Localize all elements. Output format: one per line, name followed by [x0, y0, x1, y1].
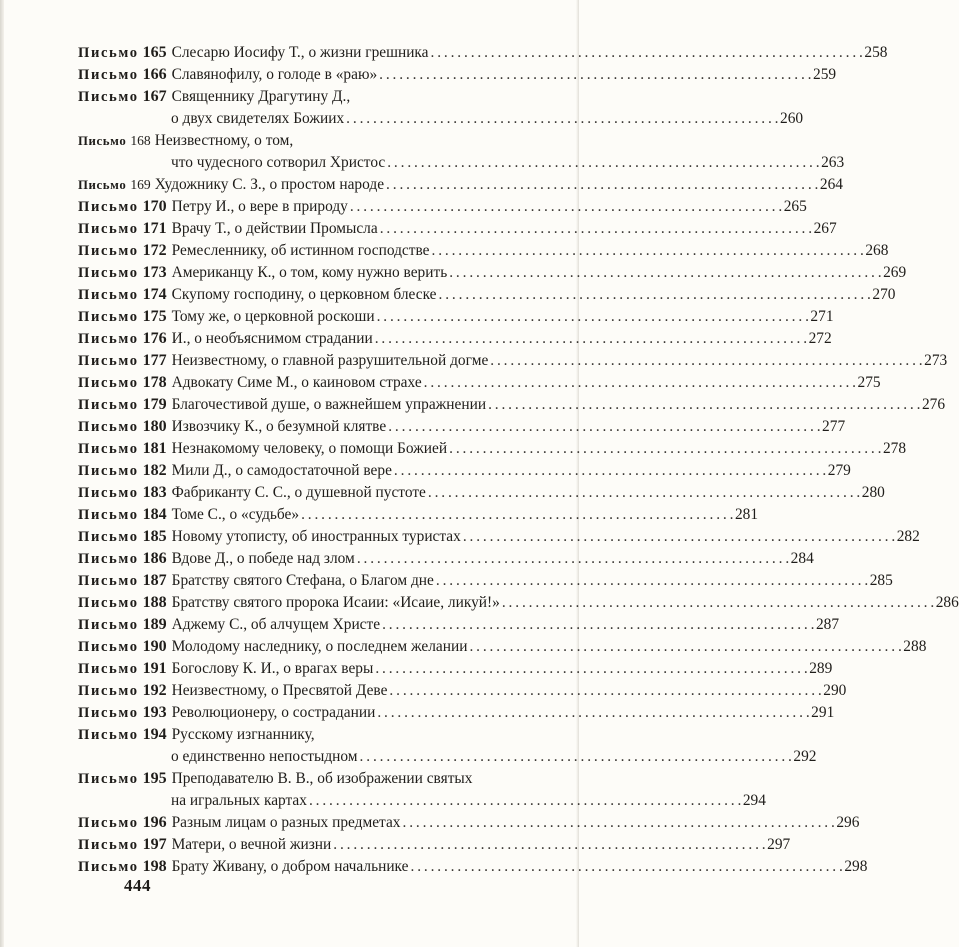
toc-line	[78, 394, 946, 416]
dot-leader	[387, 152, 819, 174]
entry-title: Русскому изгнаннику,	[171, 726, 315, 743]
entry-title: Томе С., о «судьбе»	[171, 506, 300, 523]
entry-number: 169	[130, 177, 151, 192]
dot-leader	[449, 262, 881, 284]
entry-title: Разным лицам о разных предметах	[171, 814, 401, 831]
toc-line	[78, 570, 893, 592]
toc-line	[78, 64, 837, 86]
entry-number: 177	[142, 352, 167, 369]
entry-page: 273	[924, 352, 948, 369]
toc-entry[interactable]	[78, 284, 896, 306]
entry-title: Аджему С., об алчущем Христе	[171, 616, 381, 633]
entry-title: Извозчику К., о безумной клятве	[171, 418, 387, 435]
dot-leader	[388, 416, 820, 438]
entry-page: 289	[809, 660, 833, 677]
dot-leader	[375, 658, 807, 680]
entry-number: 172	[142, 242, 167, 259]
toc-entry[interactable]	[78, 768, 766, 812]
dot-leader	[431, 42, 863, 64]
toc-entry[interactable]	[78, 86, 804, 130]
entry-page: 297	[767, 836, 791, 853]
entry-page: 263	[821, 154, 845, 171]
toc-entry[interactable]	[78, 636, 927, 658]
toc-line	[78, 658, 833, 680]
entry-label: Письмо	[78, 661, 139, 677]
toc-entry[interactable]	[78, 658, 833, 680]
entry-label: Письмо	[78, 221, 139, 237]
toc-entry[interactable]	[78, 64, 837, 86]
dot-leader	[449, 438, 881, 460]
entry-page: 291	[811, 704, 835, 721]
entry-number: 167	[142, 88, 167, 105]
entry-title: Славянофилу, о голоде в «раю»	[171, 66, 378, 83]
entry-number: 192	[142, 682, 167, 699]
toc-line	[78, 724, 524, 746]
toc-entry[interactable]	[78, 130, 845, 174]
toc-line	[78, 856, 868, 878]
dot-leader	[360, 746, 792, 768]
entry-page: 288	[903, 638, 927, 655]
toc-entry[interactable]	[78, 504, 759, 526]
entry-page: 260	[780, 110, 804, 127]
entry-label: Письмо	[78, 243, 139, 259]
toc-line	[78, 790, 766, 812]
entry-page: 286	[935, 594, 959, 611]
entry-label: Письмо	[78, 419, 139, 435]
toc-line	[78, 636, 927, 658]
toc-entry[interactable]	[78, 614, 840, 636]
entry-title: Ремесленнику, об истинном господстве	[171, 242, 430, 259]
entry-label: Письмо	[78, 771, 139, 787]
entry-title: о двух свидетелях Божиих	[171, 110, 345, 127]
entry-label: Письмо	[78, 89, 139, 105]
entry-number: 184	[142, 506, 167, 523]
toc-line	[78, 768, 524, 790]
dot-leader	[346, 108, 778, 130]
toc-line	[78, 416, 846, 438]
toc-line	[78, 196, 807, 218]
toc-entry[interactable]	[78, 482, 885, 504]
entry-number: 178	[142, 374, 167, 391]
entry-label: Письмо	[78, 287, 139, 303]
toc-entry[interactable]	[78, 394, 946, 416]
dot-leader	[469, 636, 901, 658]
entry-page: 276	[921, 396, 946, 413]
toc-line	[78, 614, 840, 636]
entry-number: 185	[142, 528, 167, 545]
entry-label: Письмо	[78, 463, 139, 479]
table-of-contents	[78, 42, 959, 878]
entry-label: Письмо	[78, 551, 139, 567]
entry-title: Слесарю Иосифу Т., о жизни грешника	[171, 44, 429, 61]
entry-title: на игральных картах	[171, 792, 307, 809]
entry-label: Письмо	[78, 727, 139, 743]
entry-number: 195	[142, 770, 167, 787]
toc-entry[interactable]	[78, 724, 817, 768]
entry-page: 258	[864, 44, 888, 61]
entry-page: 259	[813, 66, 837, 83]
dot-leader	[333, 834, 765, 856]
entry-number: 175	[142, 308, 167, 325]
dot-leader	[488, 394, 920, 416]
toc-entry[interactable]	[78, 42, 888, 64]
dot-leader	[463, 526, 895, 548]
toc-line	[78, 526, 920, 548]
toc-line	[78, 174, 843, 196]
entry-title: Благочестивой душе, о важнейшем упражнении	[171, 396, 487, 413]
entry-title: Священнику Драгутину Д.,	[171, 88, 351, 105]
entry-title: Новому утописту, об иностранных туристах	[171, 528, 461, 545]
entry-number: 188	[142, 594, 167, 611]
entry-number: 198	[142, 858, 167, 875]
dot-leader	[350, 196, 782, 218]
entry-title: Художнику С. З., о простом народе	[154, 176, 385, 193]
toc-entry[interactable]	[78, 196, 807, 218]
entry-title: Неизвестному, о главной разрушительной догме	[171, 352, 489, 369]
dot-leader	[379, 64, 811, 86]
toc-entry[interactable]	[78, 570, 893, 592]
entry-title: Неизвестному, о том,	[154, 132, 294, 149]
entry-number: 166	[142, 66, 167, 83]
toc-line	[78, 592, 959, 614]
toc-line	[78, 746, 817, 768]
entry-page: 294	[742, 792, 766, 809]
entry-number: 176	[142, 330, 167, 347]
entry-label: Письмо	[78, 859, 139, 875]
toc-entry[interactable]	[78, 174, 843, 196]
entry-page: 268	[865, 242, 889, 259]
toc-entry[interactable]	[78, 548, 814, 570]
entry-title: Братству святого Стефана, о Благом дне	[171, 572, 434, 589]
entry-label: Письмо	[78, 485, 139, 501]
dot-leader	[436, 570, 868, 592]
entry-label: Письмо	[78, 375, 139, 391]
toc-line	[78, 86, 524, 108]
dot-leader	[375, 328, 807, 350]
entry-title: Матери, о вечной жизни	[171, 836, 332, 853]
toc-line	[78, 108, 804, 130]
entry-label: Письмо	[78, 529, 139, 545]
entry-page: 277	[822, 418, 846, 435]
toc-entry[interactable]	[78, 328, 832, 350]
entry-page: 292	[793, 748, 817, 765]
entry-title: Незнакомому человеку, о помощи Божией	[171, 440, 448, 457]
dot-leader	[424, 372, 856, 394]
entry-label: Письмо	[78, 507, 139, 523]
entry-title: Преподавателю В. В., об изображении святых	[171, 770, 473, 787]
dot-leader	[502, 592, 934, 614]
entry-page: 270	[872, 286, 896, 303]
dot-leader	[490, 350, 922, 372]
entry-number: 173	[142, 264, 167, 281]
dot-leader	[432, 240, 864, 262]
entry-number: 179	[142, 396, 167, 413]
toc-line	[78, 548, 814, 570]
entry-title: Молодому наследнику, о последнем желании	[171, 638, 468, 655]
toc-line	[78, 152, 845, 174]
toc-line	[78, 482, 885, 504]
entry-label: Письмо	[78, 45, 139, 61]
entry-page: 281	[734, 506, 759, 523]
entry-page: 285	[869, 572, 893, 589]
dot-leader	[380, 218, 812, 240]
entry-title: Тому же, о церковной роскоши	[171, 308, 375, 325]
entry-title: о единственно непостыдном	[171, 748, 358, 765]
entry-page: 287	[815, 616, 840, 633]
toc-line	[78, 438, 907, 460]
toc-line	[78, 702, 835, 724]
entry-title: Врачу Т., о действии Промысла	[171, 220, 378, 237]
toc-entry[interactable]	[78, 416, 846, 438]
entry-number: 174	[142, 286, 167, 303]
dot-leader	[403, 812, 835, 834]
entry-label: Письмо	[78, 441, 139, 457]
entry-page: 278	[882, 440, 907, 457]
entry-label: Письмо	[78, 595, 139, 611]
toc-entry[interactable]	[78, 372, 881, 394]
toc-line	[78, 350, 948, 372]
toc-entry[interactable]	[78, 834, 791, 856]
entry-page: 290	[823, 682, 847, 699]
toc-line	[78, 262, 907, 284]
entry-label: Письмо	[78, 67, 139, 83]
entry-page: 275	[857, 374, 881, 391]
entry-number: 170	[142, 198, 167, 215]
entry-label: Письмо	[78, 397, 139, 413]
dot-leader	[411, 856, 843, 878]
dot-leader	[386, 174, 818, 196]
entry-number: 171	[142, 220, 167, 237]
toc-entry[interactable]	[78, 262, 907, 284]
entry-label: Письмо	[78, 331, 139, 347]
dot-leader	[394, 460, 826, 482]
toc-entry[interactable]	[78, 240, 889, 262]
toc-line	[78, 240, 889, 262]
entry-label: Письмо	[78, 815, 139, 831]
entry-label: Письмо	[78, 573, 139, 589]
entry-number: 189	[142, 616, 167, 633]
toc-line	[78, 460, 851, 482]
entry-number: 181	[142, 440, 167, 457]
entry-label: Письмо	[78, 617, 139, 633]
dot-leader	[301, 504, 733, 526]
entry-title: И., о необъяснимом страдании	[171, 330, 373, 347]
entry-number: 168	[130, 133, 151, 148]
entry-label: Письмо	[78, 683, 139, 699]
toc-entry[interactable]	[78, 856, 868, 878]
toc-line	[78, 218, 837, 240]
entry-page: 282	[896, 528, 920, 545]
toc-entry[interactable]	[78, 306, 834, 328]
entry-number: 191	[142, 660, 167, 677]
toc-line	[78, 372, 881, 394]
toc-line	[78, 680, 847, 702]
toc-line	[78, 130, 524, 152]
entry-label: Письмо	[78, 178, 127, 192]
entry-page: 269	[883, 264, 907, 281]
entry-number: 187	[142, 572, 167, 589]
toc-entry[interactable]	[78, 680, 847, 702]
entry-number: 183	[142, 484, 167, 501]
entry-page: 267	[813, 220, 837, 237]
entry-number: 180	[142, 418, 167, 435]
entry-title: Брату Живану, о добром начальнике	[171, 858, 409, 875]
dot-leader	[428, 482, 860, 504]
entry-title: что чудесного сотворил Христос	[171, 154, 386, 171]
toc-line	[78, 812, 860, 834]
entry-title: Вдове Д., о победе над злом	[171, 550, 355, 567]
toc-entry[interactable]	[78, 702, 835, 724]
entry-page: 271	[810, 308, 834, 325]
entry-label: Письмо	[78, 265, 139, 281]
dot-leader	[357, 548, 789, 570]
toc-entry[interactable]	[78, 592, 959, 614]
entry-number: 196	[142, 814, 167, 831]
dot-leader	[309, 790, 741, 812]
dot-leader	[389, 680, 821, 702]
entry-label: Письмо	[78, 639, 139, 655]
entry-title: Петру И., о вере в природу	[171, 198, 348, 215]
entry-number: 190	[142, 638, 167, 655]
entry-title: Неизвестному, о Пресвятой Деве	[171, 682, 388, 699]
entry-label: Письмо	[78, 705, 139, 721]
entry-page: 264	[819, 176, 843, 193]
toc-entry[interactable]	[78, 460, 851, 482]
toc-line	[78, 834, 791, 856]
page-edge-shadow	[0, 0, 4, 947]
entry-page: 272	[808, 330, 832, 347]
entry-label: Письмо	[78, 199, 139, 215]
entry-page: 284	[790, 550, 814, 567]
entry-title: Скупому господину, о церковном блеске	[171, 286, 437, 303]
entry-title: Братству святого пророка Исаии: «Исаие, ликуй!»	[171, 594, 500, 611]
entry-page: 279	[827, 462, 851, 479]
toc-entry[interactable]	[78, 350, 948, 372]
entry-number: 186	[142, 550, 167, 567]
entry-title: Фабриканту С. С., о душевной пустоте	[171, 484, 426, 501]
toc-entry[interactable]	[78, 438, 907, 460]
toc-line	[78, 328, 832, 350]
entry-title: Революционеру, о сострадании	[171, 704, 376, 721]
toc-line	[78, 42, 888, 64]
toc-entry[interactable]	[78, 218, 837, 240]
entry-title: Богослову К. И., о врагах веры	[171, 660, 374, 677]
entry-title: Адвокату Симе М., о каиновом страхе	[171, 374, 422, 391]
toc-line	[78, 306, 834, 328]
entry-number: 197	[142, 836, 167, 853]
page-number: 444	[124, 876, 151, 895]
entry-page: 298	[844, 858, 868, 875]
entry-number: 165	[142, 44, 167, 61]
toc-entry[interactable]	[78, 526, 920, 548]
entry-title: Мили Д., о самодостаточной вере	[171, 462, 392, 479]
toc-line	[78, 284, 896, 306]
entry-number: 182	[142, 462, 167, 479]
dot-leader	[382, 614, 814, 636]
entry-title: Американцу К., о том, кому нужно верить	[171, 264, 448, 281]
dot-leader	[377, 702, 809, 724]
entry-label: Письмо	[78, 353, 139, 369]
entry-label: Письмо	[78, 309, 139, 325]
dot-leader	[439, 284, 871, 306]
entry-number: 193	[142, 704, 167, 721]
entry-label: Письмо	[78, 837, 139, 853]
dot-leader	[377, 306, 809, 328]
entry-page: 296	[836, 814, 860, 831]
entry-number: 194	[142, 726, 167, 743]
entry-page: 265	[783, 198, 807, 215]
entry-label: Письмо	[78, 134, 127, 148]
toc-entry[interactable]	[78, 812, 860, 834]
toc-line	[78, 504, 759, 526]
entry-page: 280	[861, 484, 885, 501]
